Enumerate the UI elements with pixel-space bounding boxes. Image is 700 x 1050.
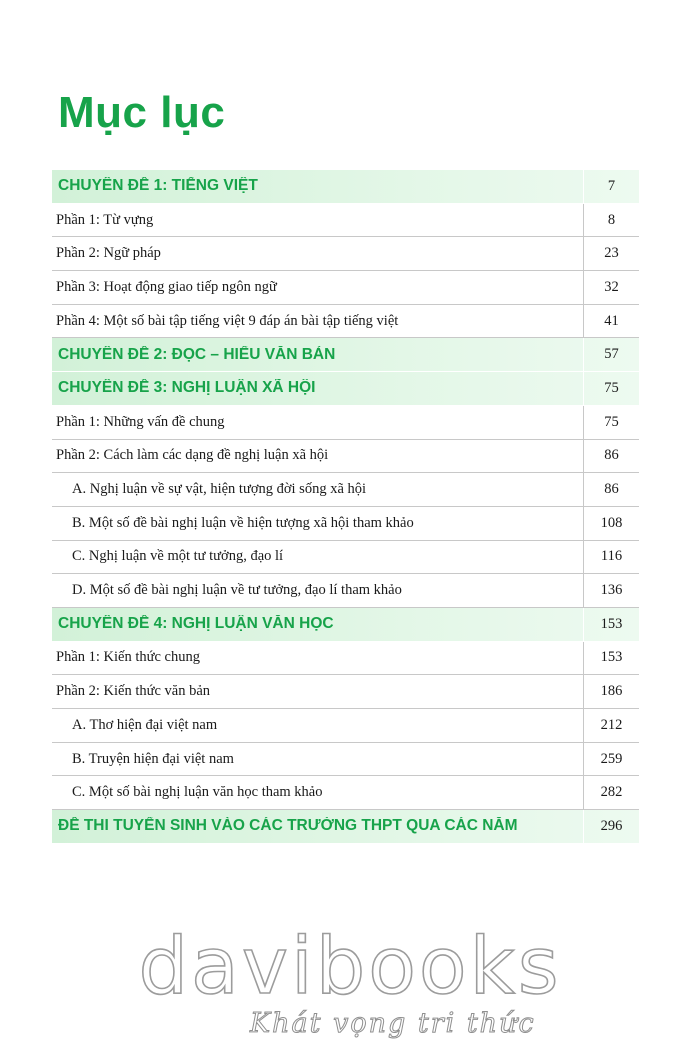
toc-row bbox=[52, 776, 639, 810]
toc-chapter-row bbox=[52, 810, 639, 844]
toc-page-number: 86 bbox=[583, 440, 639, 473]
toc-row bbox=[52, 271, 639, 305]
toc-entry-label: Phần 2: Ngữ pháp bbox=[56, 245, 161, 262]
toc-entry-label: A. Thơ hiện đại việt nam bbox=[72, 716, 218, 733]
toc-page-number: 23 bbox=[583, 237, 639, 270]
toc-entry-label: CHUYÊN ĐỀ 2: ĐỌC – HIỂU VĂN BẢN bbox=[58, 345, 336, 363]
toc-entry-label: B. Truyện hiện đại việt nam bbox=[72, 750, 234, 767]
toc-page-number: 86 bbox=[583, 473, 639, 506]
toc-row bbox=[52, 204, 639, 238]
toc-entry-label: C. Nghị luận về một tư tưởng, đạo lí bbox=[72, 548, 284, 565]
toc-row bbox=[52, 675, 639, 709]
toc-entry-label: Phần 1: Từ vựng bbox=[56, 211, 154, 228]
toc-page-number: 296 bbox=[583, 810, 639, 843]
toc-entry-label: D. Một số đề bài nghị luận về tư tưởng, đạo lí tham khảo bbox=[72, 582, 402, 599]
toc-page-number: 57 bbox=[583, 338, 639, 371]
toc-page-number: 32 bbox=[583, 271, 639, 304]
toc-row bbox=[52, 574, 639, 608]
toc-entry-label: Phần 1: Kiến thức chung bbox=[56, 649, 200, 666]
toc-page-number: 186 bbox=[583, 675, 639, 708]
toc-page-number: 75 bbox=[583, 406, 639, 439]
toc-entry-label: CHUYÊN ĐỀ 1: TIẾNG VIỆT bbox=[58, 177, 258, 195]
toc-chapter-row bbox=[52, 170, 639, 204]
toc-page-number: 41 bbox=[583, 305, 639, 338]
toc-page-number: 7 bbox=[583, 170, 639, 203]
watermark-slogan: Khát vọng tri thức bbox=[250, 1008, 536, 1039]
toc-entry-label: Phần 2: Cách làm các dạng đề nghị luận xã hội bbox=[56, 447, 329, 464]
toc-chapter-row bbox=[52, 608, 639, 642]
toc-row bbox=[52, 440, 639, 474]
toc-row bbox=[52, 743, 639, 777]
toc-page-number: 212 bbox=[583, 709, 639, 742]
toc-entry-label: C. Một số bài nghị luận văn học tham khảo bbox=[72, 784, 323, 801]
toc-chapter-row bbox=[52, 372, 639, 406]
page-title: Mục lục bbox=[58, 88, 226, 137]
toc-row bbox=[52, 406, 639, 440]
table-of-contents bbox=[52, 170, 639, 844]
watermark-brand: davibooks bbox=[138, 922, 562, 1012]
toc-page-number: 116 bbox=[583, 541, 639, 574]
toc-page-number: 136 bbox=[583, 574, 639, 607]
toc-page-number: 282 bbox=[583, 776, 639, 809]
toc-entry-label: ĐỀ THI TUYỂN SINH VÀO CÁC TRƯỜNG THPT QUA CÁC NĂM bbox=[58, 817, 518, 835]
toc-row bbox=[52, 541, 639, 575]
toc-chapter-row bbox=[52, 338, 639, 372]
toc-row bbox=[52, 507, 639, 541]
toc-row bbox=[52, 473, 639, 507]
toc-page-number: 153 bbox=[583, 608, 639, 641]
toc-entry-label: Phần 2: Kiến thức văn bản bbox=[56, 683, 211, 700]
toc-row bbox=[52, 709, 639, 743]
toc-entry-label: A. Nghị luận về sự vật, hiện tượng đời sống xã hội bbox=[72, 481, 367, 498]
toc-page-number: 259 bbox=[583, 743, 639, 776]
toc-entry-label: Phần 3: Hoạt động giao tiếp ngôn ngữ bbox=[56, 278, 277, 295]
toc-page-number: 153 bbox=[583, 642, 639, 675]
toc-entry-label: CHUYÊN ĐỀ 4: NGHỊ LUẬN VĂN HỌC bbox=[58, 615, 334, 633]
toc-entry-label: B. Một số đề bài nghị luận về hiện tượng xã hội tham khảo bbox=[72, 514, 414, 531]
toc-row bbox=[52, 642, 639, 676]
toc-page-number: 108 bbox=[583, 507, 639, 540]
toc-entry-label: Phần 4: Một số bài tập tiếng việt 9 đáp án bài tập tiếng việt bbox=[56, 312, 399, 329]
toc-page-number: 75 bbox=[583, 372, 639, 405]
toc-entry-label: CHUYÊN ĐỀ 3: NGHỊ LUẬN XÃ HỘI bbox=[58, 379, 316, 397]
toc-row bbox=[52, 305, 639, 339]
toc-row bbox=[52, 237, 639, 271]
toc-entry-label: Phần 1: Những vấn đề chung bbox=[56, 413, 225, 430]
toc-page-number: 8 bbox=[583, 204, 639, 237]
